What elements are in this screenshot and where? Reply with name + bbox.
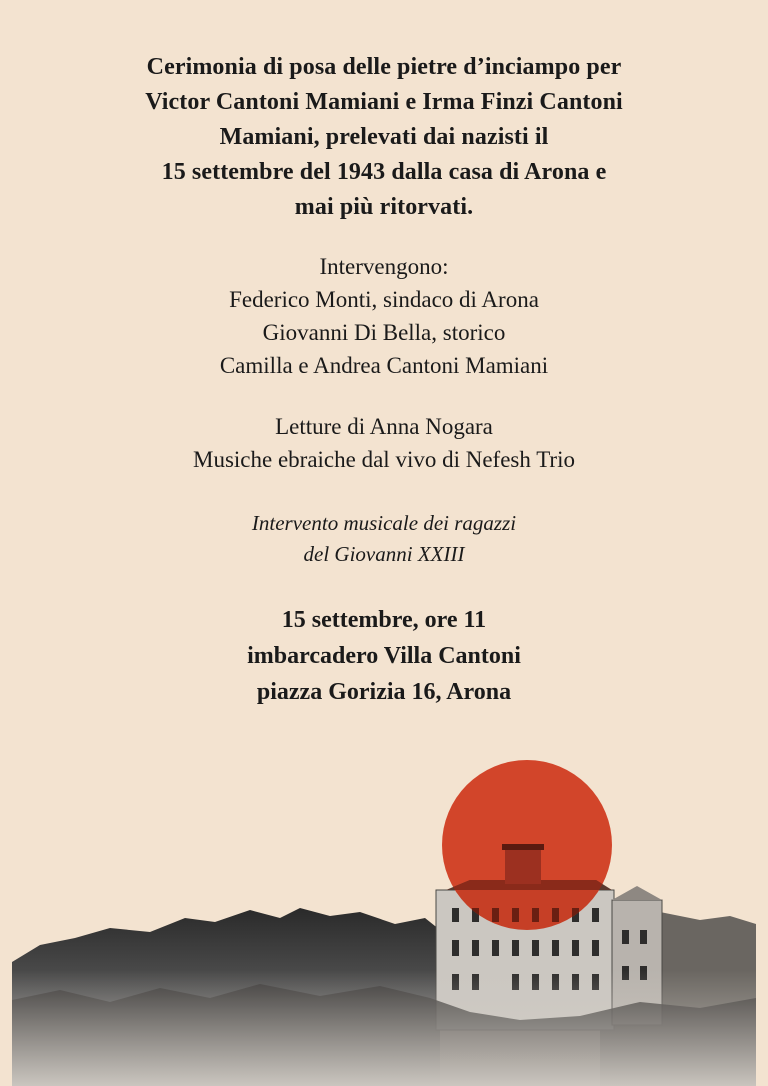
readings-section	[40, 410, 728, 476]
musical-line: del Giovanni XXIII	[303, 542, 465, 566]
heading-line: Mamiani, prelevati dai nazisti il	[219, 124, 549, 150]
ceremony-heading	[40, 50, 728, 225]
villa-landscape-illustration	[0, 740, 768, 1086]
heading-line: Cerimonia di posa delle pietre d’inciampo per	[146, 54, 622, 80]
music-line: Musiche ebraiche dal vivo di Nefesh Trio	[193, 447, 575, 472]
musical-intervention	[40, 508, 728, 570]
speakers-intro: Intervengono:	[319, 254, 449, 279]
heading-line: mai più ritorvati.	[294, 194, 474, 220]
event-date-time: 15 settembre, ore 11	[281, 607, 487, 633]
readings-line: Letture di Anna Nogara	[275, 414, 493, 439]
mist	[12, 970, 756, 1086]
musical-line: Intervento musicale dei ragazzi	[251, 511, 517, 535]
speaker-item: Giovanni Di Bella, storico	[262, 320, 506, 345]
heading-line: Victor Cantoni Mamiani e Irma Finzi Cantoni	[145, 89, 623, 115]
heading-line: 15 settembre del 1943 dalla casa di Arona e	[161, 159, 607, 185]
event-details	[40, 602, 728, 710]
event-place: imbarcadero Villa Cantoni	[247, 643, 521, 669]
speakers-section	[40, 250, 728, 382]
speaker-item: Federico Monti, sindaco di Arona	[229, 287, 539, 312]
event-address: piazza Gorizia 16, Arona	[256, 679, 512, 705]
speaker-item: Camilla e Andrea Cantoni Mamiani	[219, 353, 549, 378]
